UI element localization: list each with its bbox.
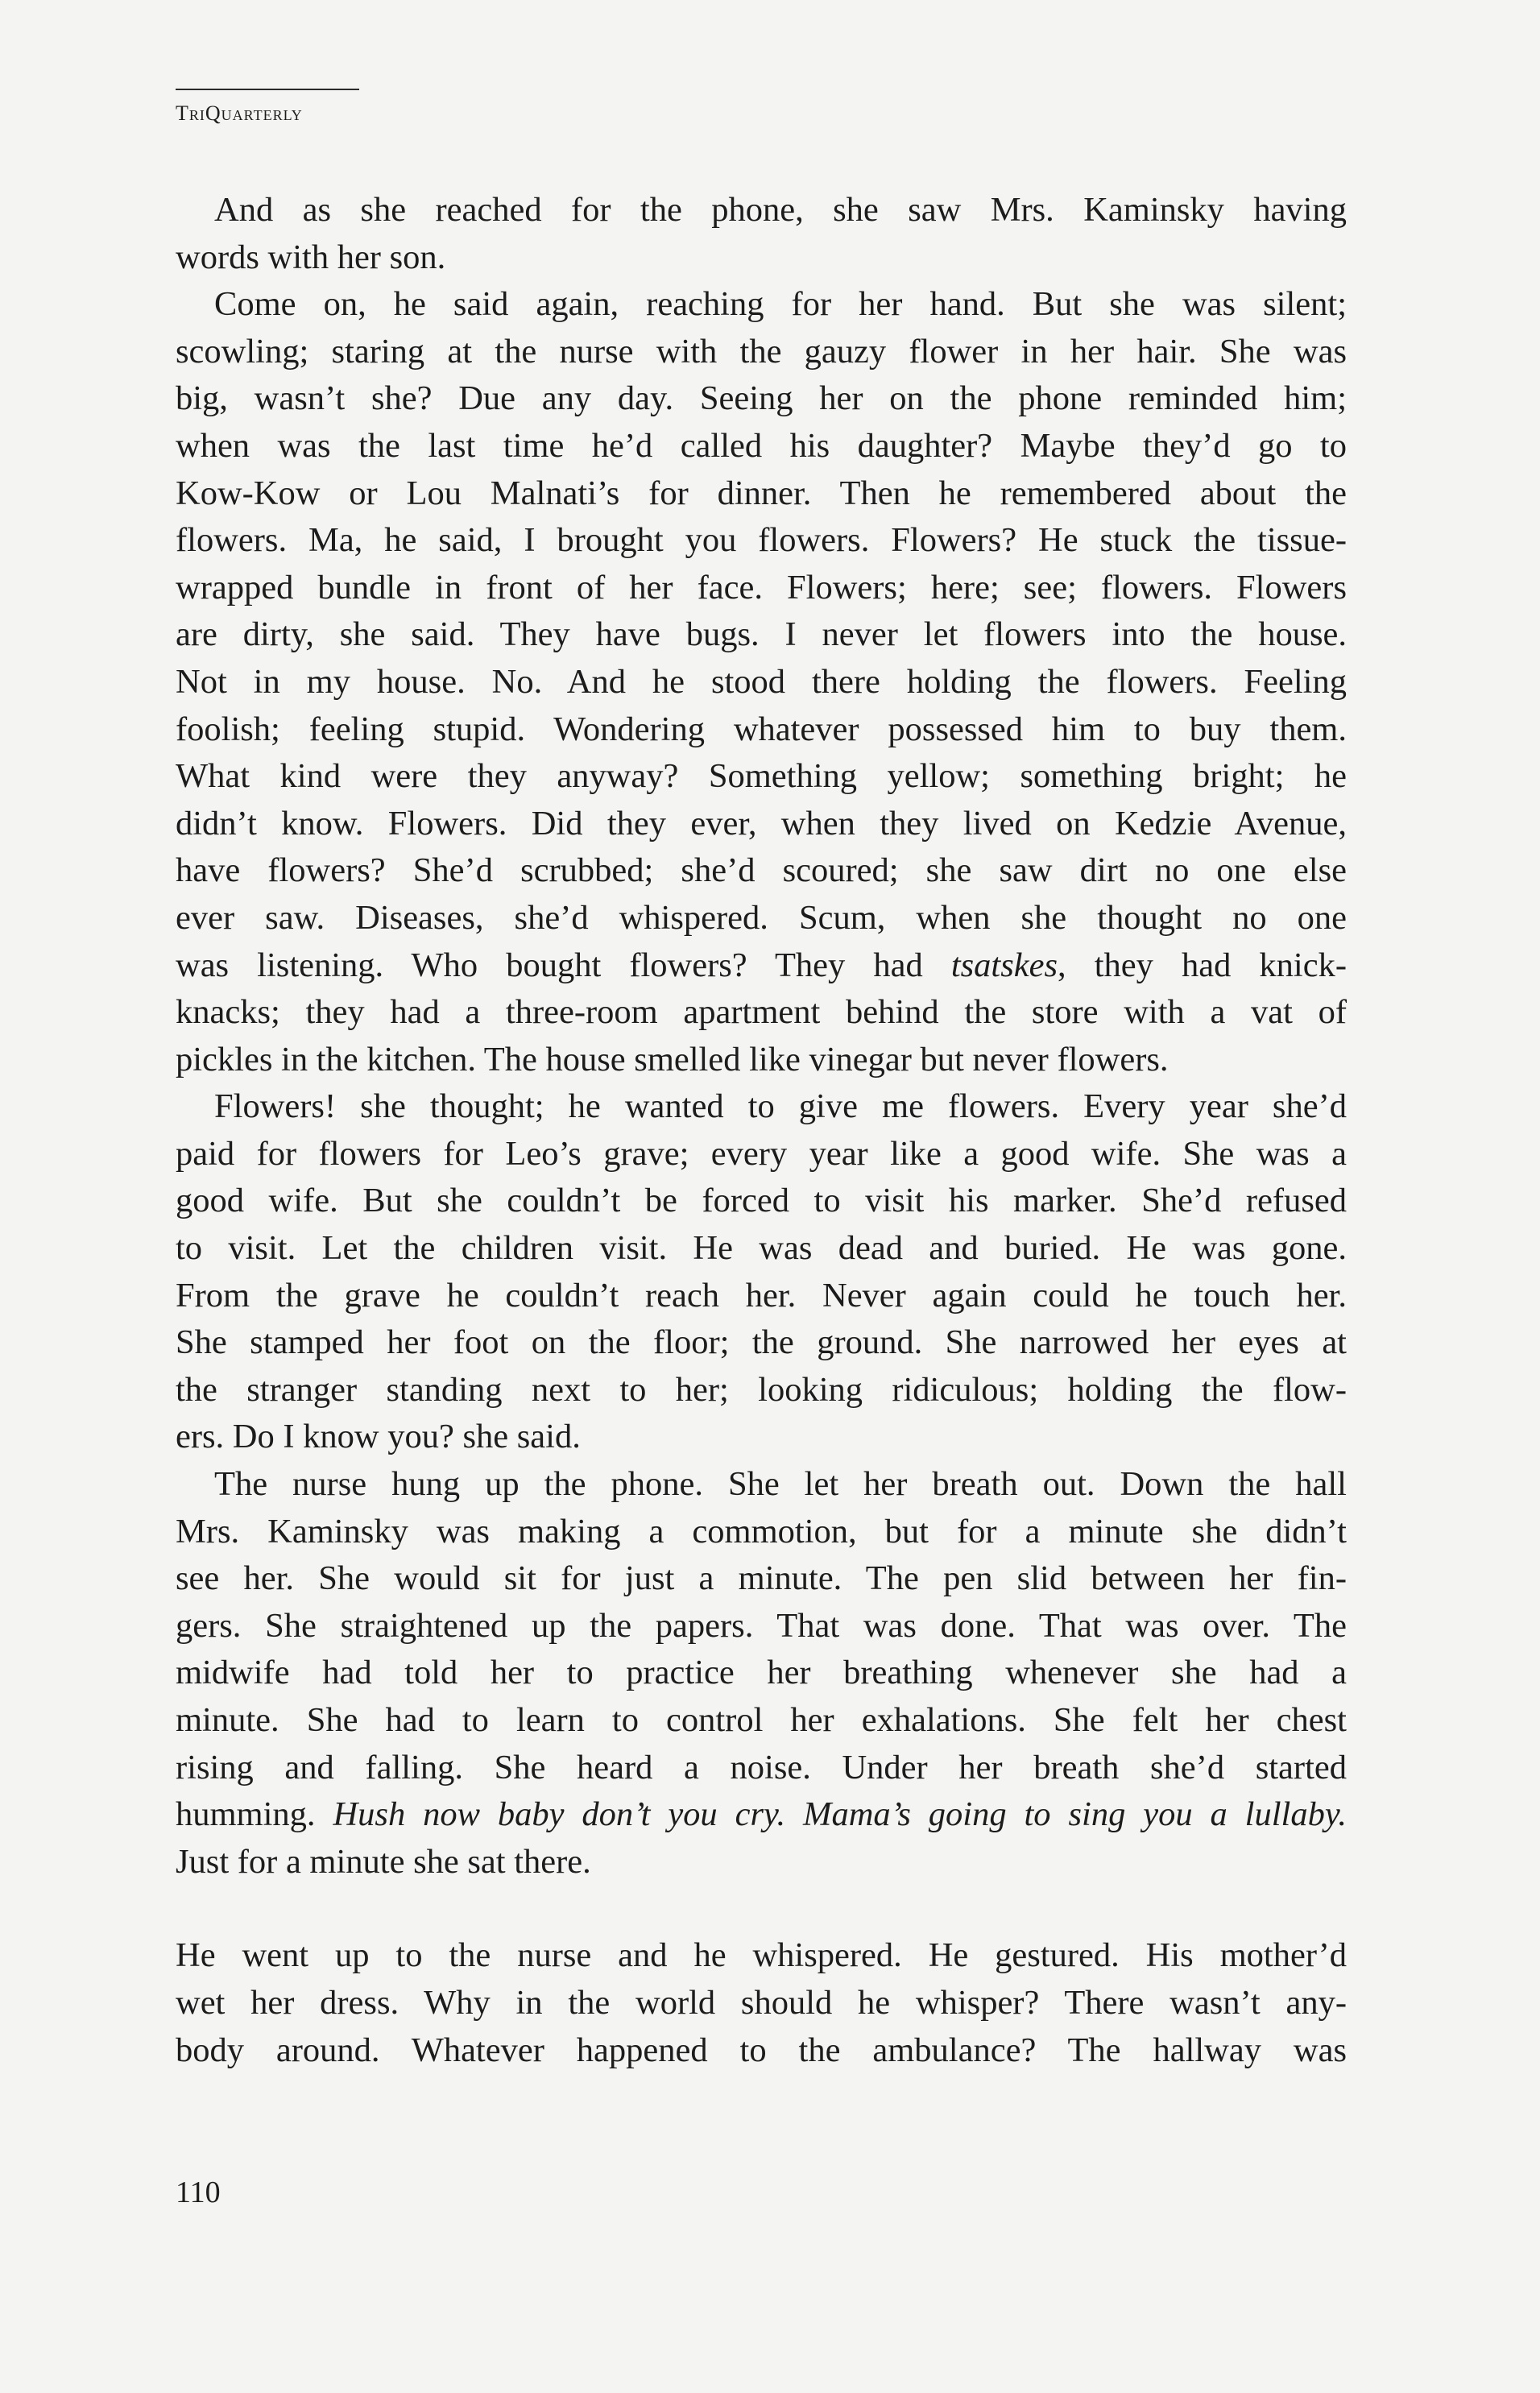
text-line: have flowers? She’d scrubbed; she’d scoured; she saw dirt no one else <box>176 851 1347 890</box>
text-line: Come on, he said again, reaching for her hand. But she was silent; <box>214 285 1347 324</box>
text-line: words with her son. <box>176 238 446 276</box>
text-line: And as she reached for the phone, she saw Mrs. Kaminsky having <box>214 191 1347 229</box>
text-line: didn’t know. Flowers. Did they ever, when they lived on Kedzie Avenue, <box>176 804 1347 843</box>
journal-title: TriQuarterly <box>176 101 303 125</box>
text-line: knacks; they had a three-room apartment behind the store with a vat of <box>176 993 1347 1032</box>
text-line: Mrs. Kaminsky was making a commotion, but for a minute she didn’t <box>176 1512 1347 1550</box>
text-line: ever saw. Diseases, she’d whispered. Scum, when she thought no one <box>176 898 1347 937</box>
text-line: good wife. But she couldn’t be forced to visit his marker. She’d refused <box>176 1182 1347 1220</box>
text-line: when was the last time he’d called his daughter? Maybe they’d go to <box>176 426 1347 465</box>
text-line: From the grave he couldn’t reach her. Never again could he touch her. <box>176 1276 1347 1314</box>
text-line: scowling; staring at the nurse with the gauzy flower in her hair. She was <box>176 332 1347 371</box>
text-line: the stranger standing next to her; looking ridiculous; holding the flow- <box>176 1370 1347 1409</box>
text-line: wet her dress. Why in the world should he whisper? There wasn’t any- <box>176 1983 1347 2022</box>
text-segment: was listening. Who bought flowers? They had <box>176 946 951 984</box>
text-segment: , they had knick- <box>1058 946 1348 984</box>
text-line <box>176 942 1347 990</box>
italic-word: tsatskes <box>950 946 1058 984</box>
text-line: He went up to the nurse and he whispered. He gestured. His mother’d <box>176 1936 1347 1975</box>
text-line: paid for flowers for Leo’s grave; every year like a good wife. She was a <box>176 1134 1347 1173</box>
text-line: The nurse hung up the phone. She let her breath out. Down the hall <box>214 1465 1347 1504</box>
text-line: flowers. Ma, he said, I brought you flowers. Flowers? He stuck the tissue- <box>176 521 1347 560</box>
italic-lullaby: Hush now baby don’t you cry. Mama’s going to sing you a lullaby. <box>333 1795 1347 1834</box>
text-line: wrapped bundle in front of her face. Flowers; here; see; flowers. Flowers <box>176 568 1347 607</box>
text-segment: humming. <box>176 1795 333 1834</box>
text-line: rising and falling. She heard a noise. Under her breath she’d started <box>176 1748 1347 1786</box>
text-line: body around. Whatever happened to the ambulance? The hallway was <box>176 2031 1347 2069</box>
text-line: to visit. Let the children visit. He was dead and buried. He was gone. <box>176 1229 1347 1268</box>
header-rule <box>176 89 359 90</box>
text-line: big, wasn’t she? Due any day. Seeing her on the phone reminded him; <box>176 379 1347 418</box>
text-line: foolish; feeling stupid. Wondering whatever possessed him to buy them. <box>176 710 1347 748</box>
text-line: She stamped her foot on the floor; the ground. She narrowed her eyes at <box>176 1323 1347 1362</box>
running-head <box>176 89 369 126</box>
text-line: gers. She straightened up the papers. That was done. That was over. The <box>176 1606 1347 1645</box>
text-line: Flowers! she thought; he wanted to give me flowers. Every year she’d <box>214 1087 1347 1126</box>
text-line: are dirty, she said. They have bugs. I never let flowers into the house. <box>176 615 1347 654</box>
text-line: pickles in the kitchen. The house smelled like vinegar but never flowers. <box>176 1040 1169 1079</box>
text-line: minute. She had to learn to control her exhalations. She felt her chest <box>176 1701 1347 1739</box>
text-line: What kind were they anyway? Something yellow; something bright; he <box>176 757 1347 796</box>
page-number: 110 <box>176 2176 221 2209</box>
text-line: Not in my house. No. And he stood there holding the flowers. Feeling <box>176 662 1347 701</box>
text-line: ers. Do I know you? she said. <box>176 1418 581 1456</box>
text-line: midwife had told her to practice her breathing whenever she had a <box>176 1654 1347 1692</box>
body-text <box>176 187 1347 2074</box>
text-line: Kow-Kow or Lou Malnati’s for dinner. Then he remembered about the <box>176 474 1347 512</box>
text-line: see her. She would sit for just a minute. The pen slid between her fin- <box>176 1559 1347 1598</box>
text-line <box>176 1791 1347 1839</box>
text-line: Just for a minute she sat there. <box>176 1842 591 1881</box>
